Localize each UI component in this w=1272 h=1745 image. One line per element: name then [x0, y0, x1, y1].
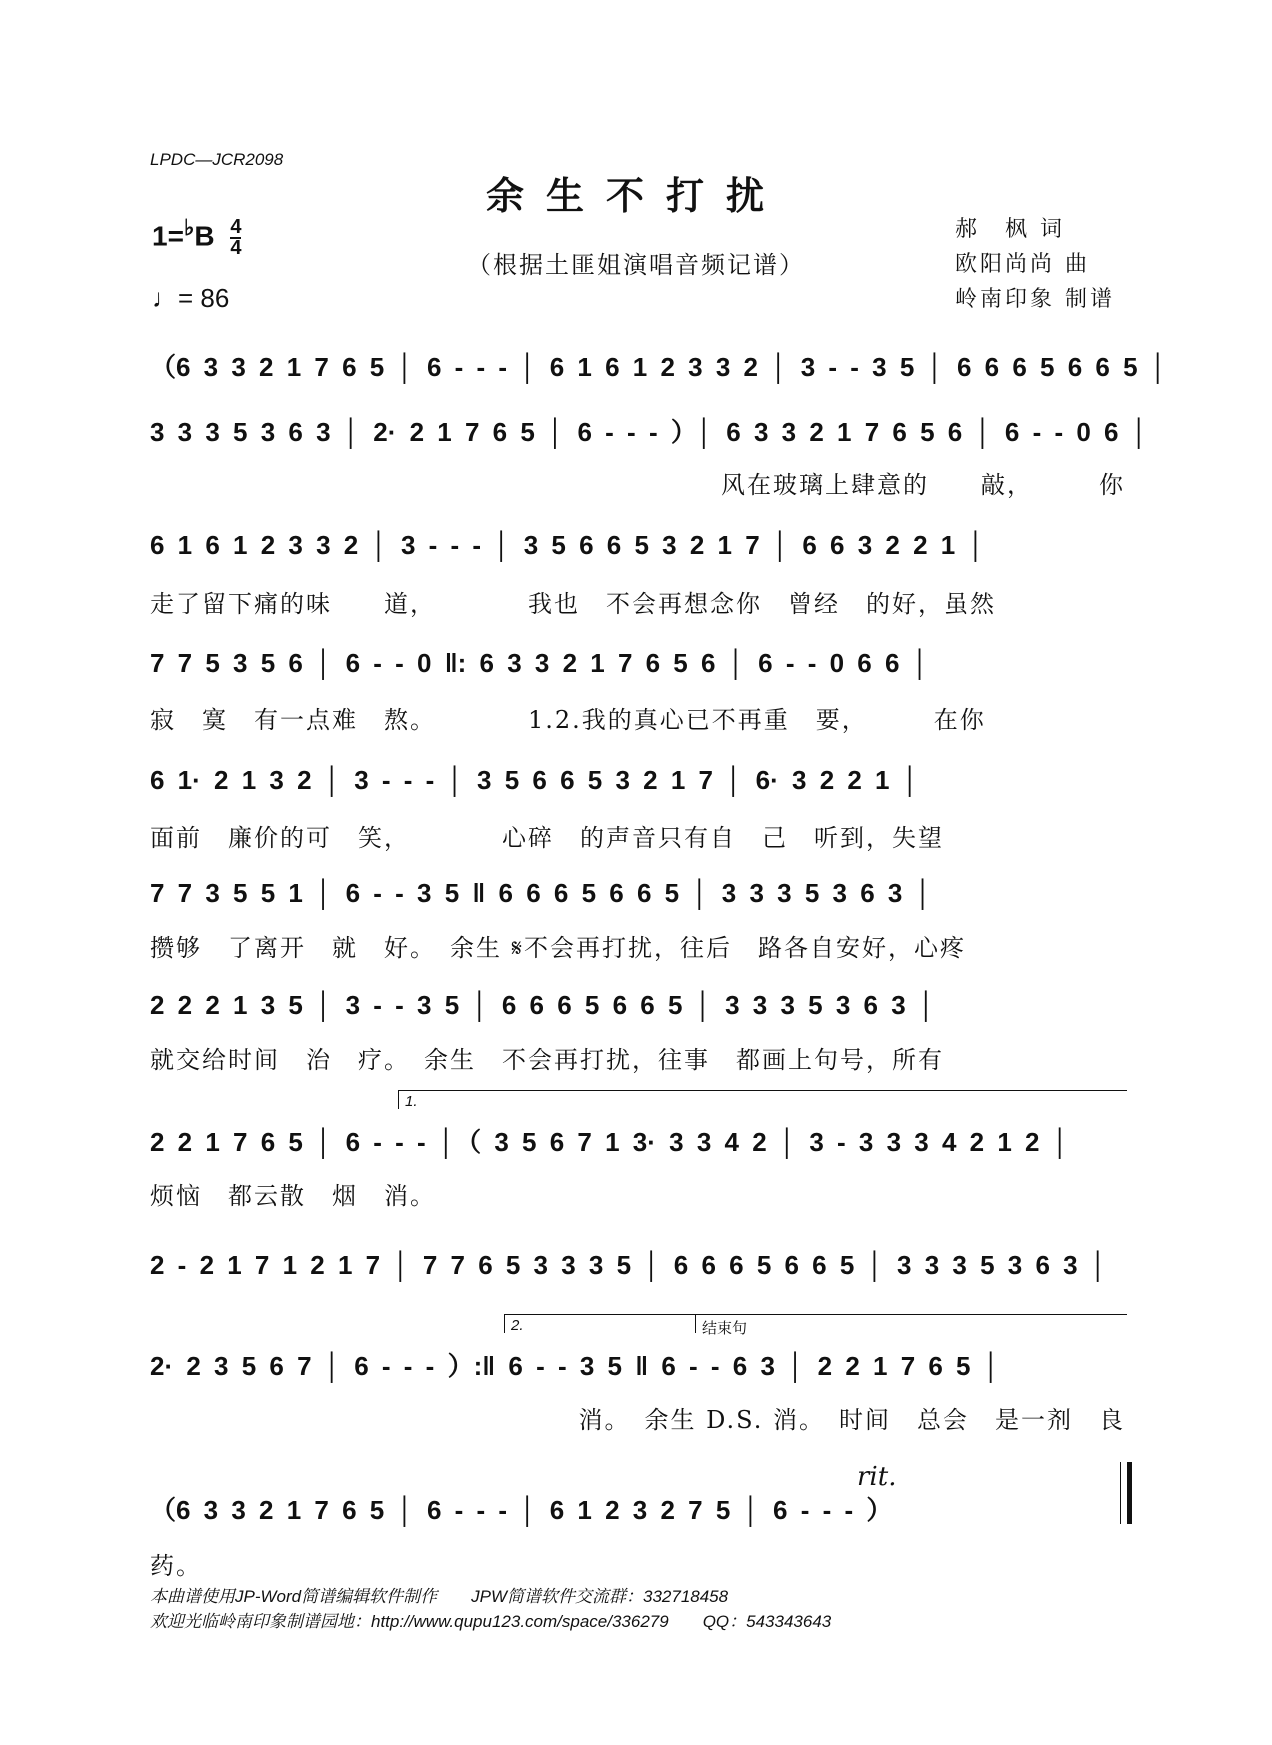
lyricist-credit: 郝 枫 词 [955, 217, 1065, 242]
lyrics-line-8: 烦恼 都云散 烟 消。 [150, 1182, 436, 1210]
notation-line-2: 3 3 3 5 3 6 3 │ 2· 2 1 7 6 5 │ 6 - - - ）│ 6 3 3 2 1 7 6 5 6 │ 6 - - 0 6 │ [150, 417, 1148, 447]
footer-line-1: 本曲谱使用JP-Word简谱编辑软件制作 JPW简谱软件交流群：332718458 [150, 1587, 729, 1606]
lyrics-line-7: 就交给时间 治 疗。 余生 不会再打扰，往事 都画上句号，所有 [150, 1046, 944, 1074]
notation-line-6: 7 7 3 5 5 1 │ 6 - - 3 5 ‖ 6 6 6 5 6 6 5 │ 3 3 3 5 3 6 3 │ [150, 878, 932, 908]
song-title: 余生不打扰 [485, 173, 786, 218]
notation-line-1: （6 3 3 2 1 7 6 5 │ 6 - - - │ 6 1 6 1 2 3 3 2 │ 3 - - 3 5 │ 6 6 6 5 6 6 5 │ [150, 352, 1168, 382]
lyrics-line-6: 攒够 了离开 就 好。 余生 𝄋不会再打扰，往后 路各自安好，心疼 [150, 934, 966, 962]
volta-1 [398, 1090, 1127, 1109]
ending-bracket [695, 1314, 1127, 1337]
final-barline [1120, 1462, 1132, 1524]
song-subtitle: （根据土匪姐演唱音频记谱） [467, 251, 805, 279]
notation-line-11: （6 3 3 2 1 7 6 5 │ 6 - - - │ 6 1 2 3 2 7 5 │ 6 - - - ） [150, 1495, 893, 1525]
notation-line-9: 2 - 2 1 7 1 2 1 7 │ 7 7 6 5 3 3 3 5 │ 6 6 6 5 6 6 5 │ 3 3 3 5 3 6 3 │ [150, 1250, 1108, 1280]
notation-line-3: 6 1 6 1 2 3 3 2 │ 3 - - - │ 3 5 6 6 5 3 2 1 7 │ 6 6 3 2 2 1 │ [150, 530, 985, 560]
tempo-mark: ♩= 86 [152, 283, 230, 313]
notation-line-5: 6 1· 2 1 3 2 │ 3 - - - │ 3 5 6 6 5 3 2 1 7 │ 6· 3 2 2 1 │ [150, 765, 919, 795]
lyrics-line-2: 风在玻璃上肆意的 敲， 你 [721, 471, 1125, 499]
flat-sign: ♭ [183, 215, 195, 241]
lyrics-line-5: 面前 廉价的可 笑， 心碎 的声音只有自 己 听到，失望 [150, 824, 944, 852]
notation-line-10: 2· 2 3 5 6 7 │ 6 - - - ）:‖ 6 - - 3 5 ‖ 6 - - 6 3 │ 2 2 1 7 6 5 │ [150, 1351, 1000, 1381]
notation-line-8: 2 2 1 7 6 5 │ 6 - - - │（ 3 5 6 7 1 3· 3 3 4 2 │ 3 - 3 3 3 4 2 1 2 │ [150, 1127, 1069, 1157]
lyrics-line-10: 消。 余生 D.S. 消。 时间 总会 是一剂 良 [578, 1406, 1125, 1434]
key-prefix: 1= [152, 220, 184, 252]
volta-1-label: 1. [405, 1093, 418, 1110]
lyrics-line-4: 寂 寞 有一点难 熬。 1.2.我的真心已不再重 要， 在你 [150, 706, 986, 734]
time-bottom: 4 [230, 237, 242, 259]
composer-credit: 欧阳尚尚 曲 [955, 252, 1090, 277]
volta-2-label: 2. [511, 1317, 524, 1334]
key-note: B [194, 220, 215, 252]
score-code: LPDC—JCR2098 [150, 150, 284, 169]
time-top: 4 [230, 216, 242, 238]
footer-line-2: 欢迎光临岭南印象制谱园地：http://www.qupu123.com/space/336279 QQ：543343643 [150, 1612, 832, 1631]
key-signature [152, 215, 242, 259]
ritardando-mark: rit. [857, 1462, 897, 1492]
notation-line-7: 2 2 2 1 3 5 │ 3 - - 3 5 │ 6 6 6 5 6 6 5 │ 3 3 3 5 3 6 3 │ [150, 990, 936, 1020]
lyrics-line-11: 药。 [150, 1552, 202, 1580]
arranger-credit: 岭南印象 制谱 [955, 287, 1115, 312]
lyrics-line-3: 走了留下痛的味 道， 我也 不会再想念你 曾经 的好，虽然 [150, 590, 996, 618]
volta-2 [504, 1314, 695, 1333]
ending-label: 结束句 [702, 1320, 748, 1337]
notation-line-4: 7 7 5 3 5 6 │ 6 - - 0 ‖: 6 3 3 2 1 7 6 5 6 │ 6 - - 0 6 6 │ [150, 648, 929, 678]
time-signature [230, 218, 241, 258]
